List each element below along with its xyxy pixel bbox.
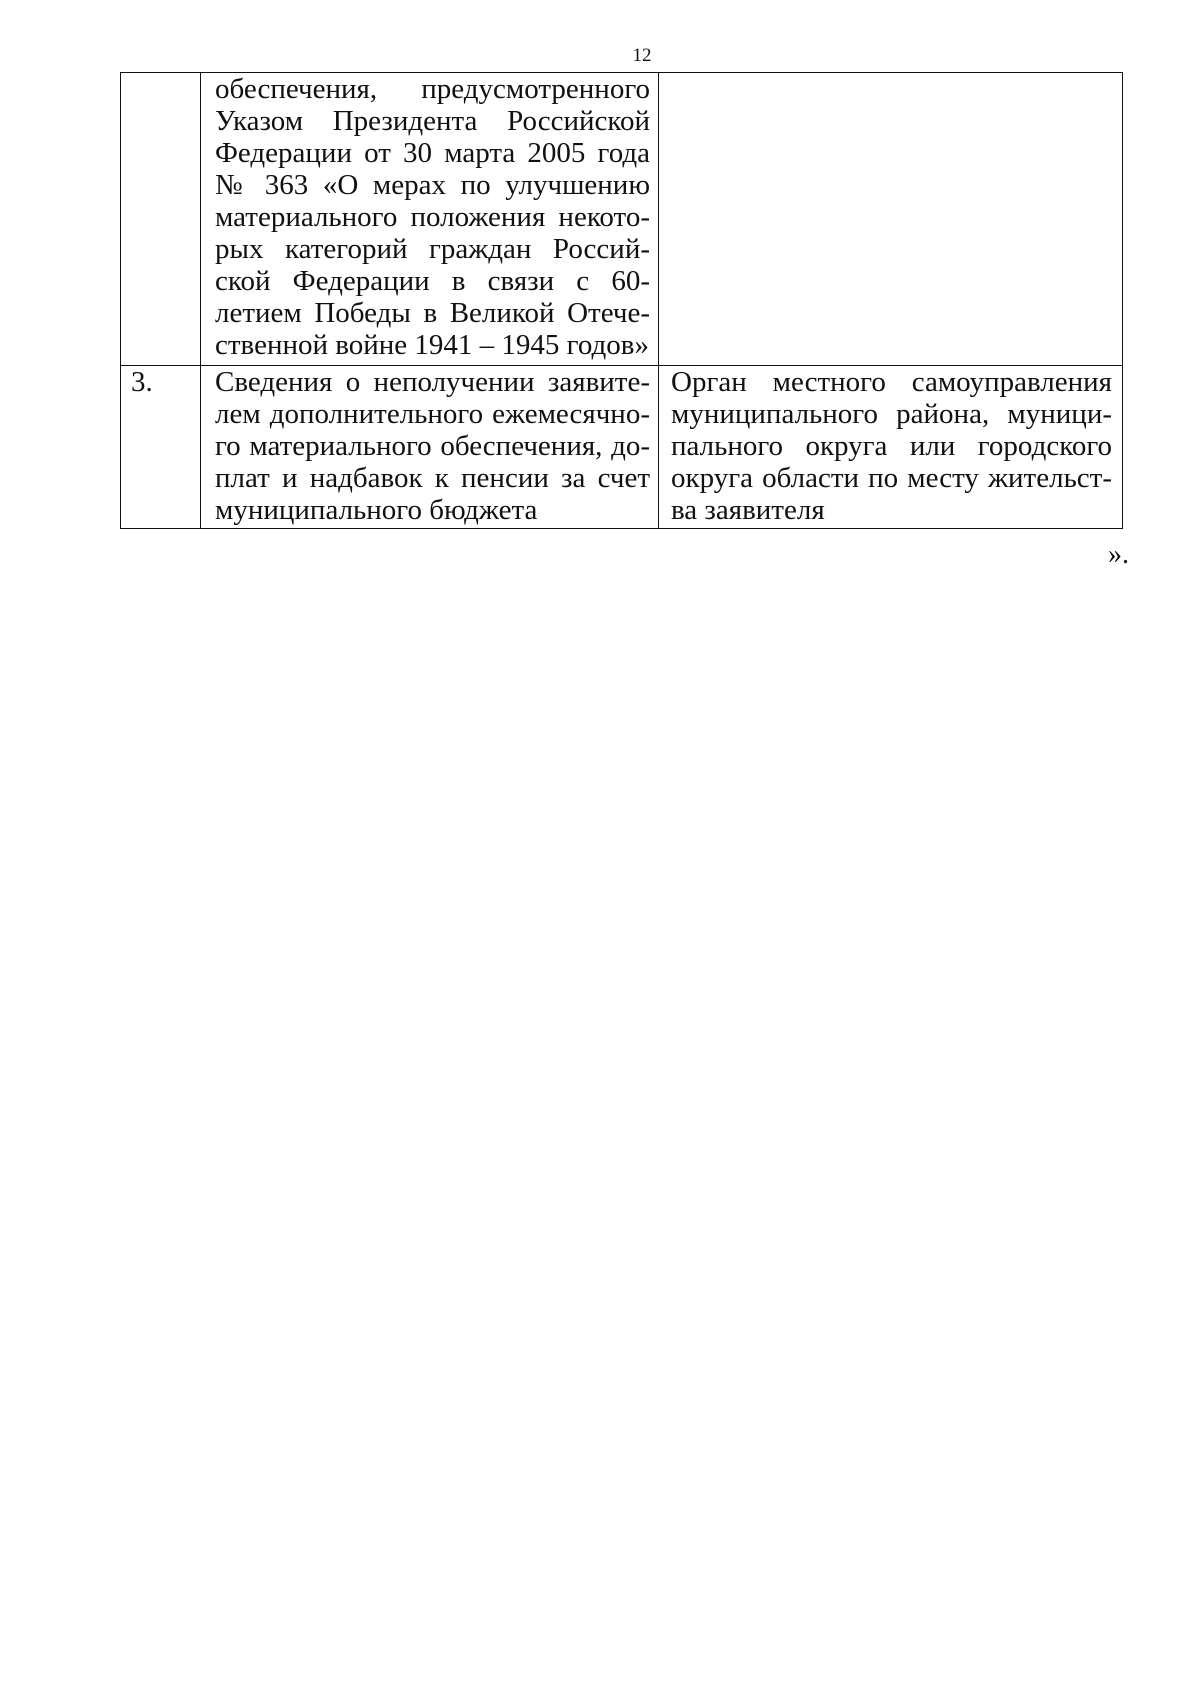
issuing-authority-cell <box>659 366 1123 529</box>
row-number-cell <box>121 73 201 366</box>
document-line: ской Федерации в связи с 60- <box>215 265 650 297</box>
document-line: плат и надбавок к пенсии за счет <box>215 462 650 494</box>
document-line: Указом Президента Российской <box>215 105 650 137</box>
authority-line: муниципального района, муници- <box>671 398 1112 430</box>
document-line: го материального обеспечения, до- <box>215 430 650 462</box>
authority-line: ва заявителя <box>671 494 825 526</box>
document-line: № 363 «О мерах по улучшению <box>215 169 650 201</box>
document-line: Федерации от 30 марта 2005 года <box>215 137 650 169</box>
closing-quote-mark: ». <box>1108 539 1129 570</box>
document-line: ственной войне 1941 – 1945 годов» <box>215 329 649 361</box>
issuing-authority-cell <box>659 73 1123 366</box>
authority-line: округа области по месту жительст- <box>671 462 1112 494</box>
document-line: летием Победы в Великой Отече- <box>215 297 650 329</box>
documents-table <box>120 72 1123 529</box>
document-line: Сведения о неполучении заявите- <box>215 366 650 398</box>
authority-line: Орган местного самоуправления <box>671 366 1112 398</box>
row-number-cell: 3. <box>121 366 201 529</box>
document-description-cell <box>201 366 659 529</box>
document-line: муниципального бюджета <box>215 494 538 526</box>
document-description-cell <box>201 73 659 366</box>
document-line: лем дополнительного ежемесячно- <box>215 398 650 430</box>
document-line: рых категорий граждан Россий- <box>215 233 650 265</box>
document-line: обеспечения, предусмотренного <box>215 73 650 105</box>
table-row <box>121 366 1123 529</box>
table-row <box>121 73 1123 366</box>
page-number: 12 <box>632 45 652 66</box>
document-line: материального положения некото- <box>215 201 650 233</box>
authority-line: пального округа или городского <box>671 430 1112 462</box>
